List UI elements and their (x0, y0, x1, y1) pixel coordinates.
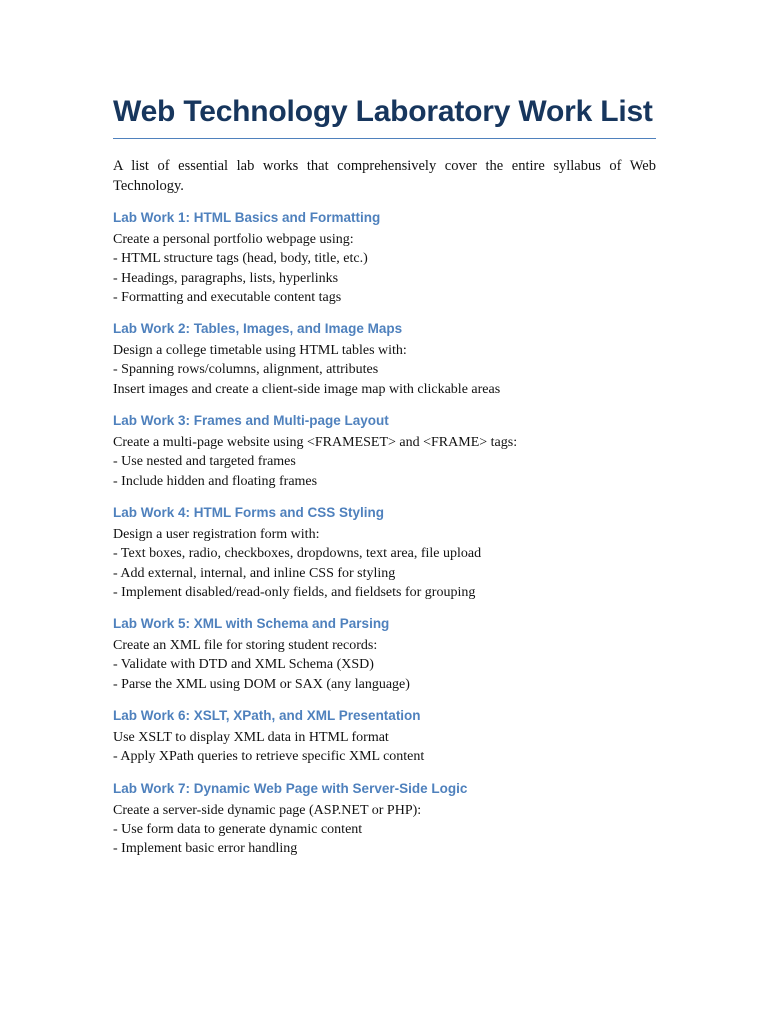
lab-line: - Implement basic error handling (113, 841, 298, 857)
lab-line: Design a user registration form with: (113, 526, 320, 542)
lab-list (113, 209, 656, 859)
page-title: Web Technology Laboratory Work List (113, 92, 656, 139)
document-page (113, 92, 656, 859)
lab-section-6 (113, 707, 656, 767)
lab-line: - Text boxes, radio, checkboxes, dropdowns, text area, file upload (113, 546, 482, 562)
lab-line: Create a multi-page website using <FRAMESET> and <FRAME> tags: (113, 435, 518, 451)
lab-line: - Formatting and executable content tags (113, 289, 342, 305)
intro-paragraph: A list of essential lab works that comprehensively cover the entire syllabus of Web Technology. (113, 158, 656, 194)
lab-line: - Include hidden and floating frames (113, 473, 318, 489)
lab-section-1 (113, 209, 656, 307)
lab-heading: Lab Work 6: XSLT, XPath, and XML Presentation (113, 708, 421, 724)
lab-line: - Add external, internal, and inline CSS for styling (113, 565, 396, 581)
lab-heading: Lab Work 2: Tables, Images, and Image Maps (113, 321, 403, 337)
lab-heading: Lab Work 4: HTML Forms and CSS Styling (113, 504, 385, 520)
lab-line: - Implement disabled/read-only fields, and fieldsets for grouping (113, 584, 476, 600)
lab-line: - Use nested and targeted frames (113, 454, 296, 470)
lab-line: Create an XML file for storing student records: (113, 638, 378, 654)
lab-heading: Lab Work 7: Dynamic Web Page with Server-Side Logic (113, 780, 468, 796)
lab-line: Insert images and create a client-side image map with clickable areas (113, 381, 501, 397)
lab-line: Create a server-side dynamic page (ASP.NET or PHP): (113, 802, 422, 818)
lab-heading: Lab Work 5: XML with Schema and Parsing (113, 616, 390, 632)
lab-line: - Parse the XML using DOM or SAX (any language) (113, 676, 410, 692)
lab-section-5 (113, 615, 656, 694)
lab-line: Create a personal portfolio webpage using: (113, 232, 354, 247)
lab-section-3 (113, 412, 656, 491)
lab-line: Use XSLT to display XML data in HTML format (113, 730, 389, 746)
lab-line: - HTML structure tags (head, body, title, etc.) (113, 251, 368, 267)
lab-line: - Apply XPath queries to retrieve specific XML content (113, 749, 425, 765)
lab-section-4 (113, 504, 656, 602)
lab-line: - Validate with DTD and XML Schema (XSD) (113, 657, 374, 673)
lab-section-2 (113, 320, 656, 399)
lab-line: Design a college timetable using HTML tables with: (113, 343, 407, 359)
lab-heading: Lab Work 1: HTML Basics and Formatting (113, 210, 381, 225)
lab-line: - Spanning rows/columns, alignment, attributes (113, 362, 379, 378)
lab-section-7 (113, 780, 656, 859)
lab-line: - Use form data to generate dynamic content (113, 821, 363, 837)
lab-heading: Lab Work 3: Frames and Multi-page Layout (113, 413, 389, 429)
lab-line: - Headings, paragraphs, lists, hyperlinks (113, 270, 339, 286)
